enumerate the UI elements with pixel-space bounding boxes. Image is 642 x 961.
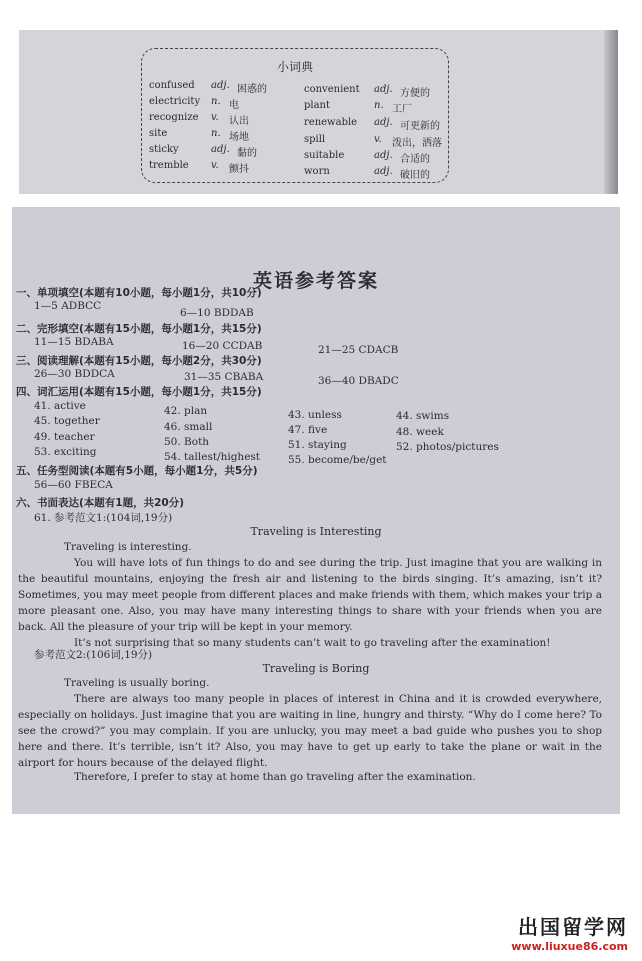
vocab-answer: 46. small bbox=[164, 421, 213, 433]
essay-2-paragraph: Traveling is usually boring. bbox=[64, 677, 210, 689]
watermark bbox=[511, 911, 628, 953]
essay-2-paragraph: There are always too many people in places of interest in China and it is crowded everywhere, especially on holidays. Just imagine that you are waiting in line, hungry and thirsty. “Why do I come here? To see the crowd?” you may complain. If you are unlucky, you may meet a bad guide who pushes you to shop here and there. It’s terrible, isn’t it? Also, you may have to get up early to take the plane or wait in the airport for hours because of the delayed flight. bbox=[18, 693, 602, 769]
answer-key-photo bbox=[12, 207, 620, 814]
section-6-heading: 六、书面表达(本题有1题，共20分) bbox=[16, 497, 185, 509]
vocab-answer: 52. photos/pictures bbox=[396, 441, 499, 453]
answer-range: 6—10 BDDAB bbox=[180, 307, 254, 319]
vocab-answer: 50. Both bbox=[164, 436, 210, 448]
vocabulary-title: 小词典 bbox=[276, 60, 313, 74]
answer-range: 26—30 BDDCA bbox=[34, 368, 115, 380]
section-4-heading: 四、词汇运用(本题有15小题，每小题1分，共15分) bbox=[16, 386, 262, 398]
vocab-answer: 44. swims bbox=[396, 410, 450, 422]
essay-1-paragraph: It’s not surprising that so many students can’t wait to go traveling after the examination! bbox=[74, 637, 551, 649]
vocabulary-photo: 小词典 confused adj. 困惑的 electricity n. 电 recognize v. 认出 site n. 场地 sticky adj. 黏的 tremble v. 颤抖 convenient adj. 方便的 plant n. 工厂 renewable adj. 可更新的 spill v. 泼出，洒落 suitable adj. 合适的 worn adj. 破旧的 bbox=[19, 30, 618, 194]
vocab-answer: 53. exciting bbox=[34, 446, 97, 458]
essay-1-label: 61. 参考范文1:(104词,19分) bbox=[34, 512, 173, 524]
essay-2-title: Traveling is Boring bbox=[262, 662, 370, 675]
answer-range: 1—5 ADBCC bbox=[34, 300, 102, 312]
vocab-answer: 49. teacher bbox=[34, 431, 95, 443]
watermark-url[interactable]: www.liuxue86.com bbox=[511, 940, 628, 953]
section-5-heading: 五、任务型阅读(本题有5小题，每小题1分，共5分) bbox=[16, 465, 258, 477]
essay-1-title: Traveling is Interesting bbox=[250, 525, 382, 538]
page-edge-shadow bbox=[604, 30, 618, 194]
answer-range: 11—15 BDABA bbox=[34, 336, 114, 348]
essay-1-paragraph: Traveling is interesting. bbox=[64, 541, 192, 553]
vocab-answer: 51. staying bbox=[288, 439, 347, 451]
answer-range: 16—20 CCDAB bbox=[182, 340, 263, 352]
essay-2-paragraph: Therefore, I prefer to stay at home than go traveling after the examination. bbox=[74, 771, 476, 783]
vocab-answer: 48. week bbox=[396, 426, 444, 438]
answer-range: 36—40 DBADC bbox=[318, 375, 399, 387]
vocab-answer: 54. tallest/highest bbox=[164, 451, 261, 463]
answer-range: 56—60 FBECA bbox=[34, 479, 113, 491]
vocab-answer: 47. five bbox=[288, 424, 328, 436]
answer-range: 21—25 CDACB bbox=[318, 344, 399, 356]
vocab-answer: 43. unless bbox=[288, 409, 342, 421]
answer-key-title: 英语参考答案 bbox=[252, 270, 379, 292]
watermark-title: 出国留学网 bbox=[518, 915, 628, 939]
section-1-heading: 一、单项填空(本题有10小题，每小题1分，共10分) bbox=[16, 287, 262, 299]
section-3-heading: 三、阅读理解(本题有15小题，每小题2分，共30分) bbox=[16, 355, 262, 367]
answer-range: 31—35 CBABA bbox=[184, 371, 264, 383]
vocab-answer: 41. active bbox=[34, 400, 86, 412]
vocab-answer: 55. become/be/get bbox=[288, 454, 387, 466]
vocab-answer: 45. together bbox=[34, 415, 100, 427]
section-2-heading: 二、完形填空(本题有15小题，每小题1分，共15分) bbox=[16, 323, 262, 335]
vocab-answer: 42. plan bbox=[164, 405, 208, 417]
essay-2-label: 参考范文2:(106词,19分) bbox=[34, 649, 153, 661]
essay-1-paragraph: You will have lots of fun things to do and see during the trip. Just imagine that you are walking in the beautiful mountains, enjoying the fresh air and listening to the birds singing. It’s amazing, isn’t it? Sometimes, you may meet people from different places and make friends with them, which makes your trip a more pleasant one. Also, you may have many interesting things to share with your friends when you are back. All the pleasure of your trip will be kept in your memory. bbox=[18, 557, 602, 633]
